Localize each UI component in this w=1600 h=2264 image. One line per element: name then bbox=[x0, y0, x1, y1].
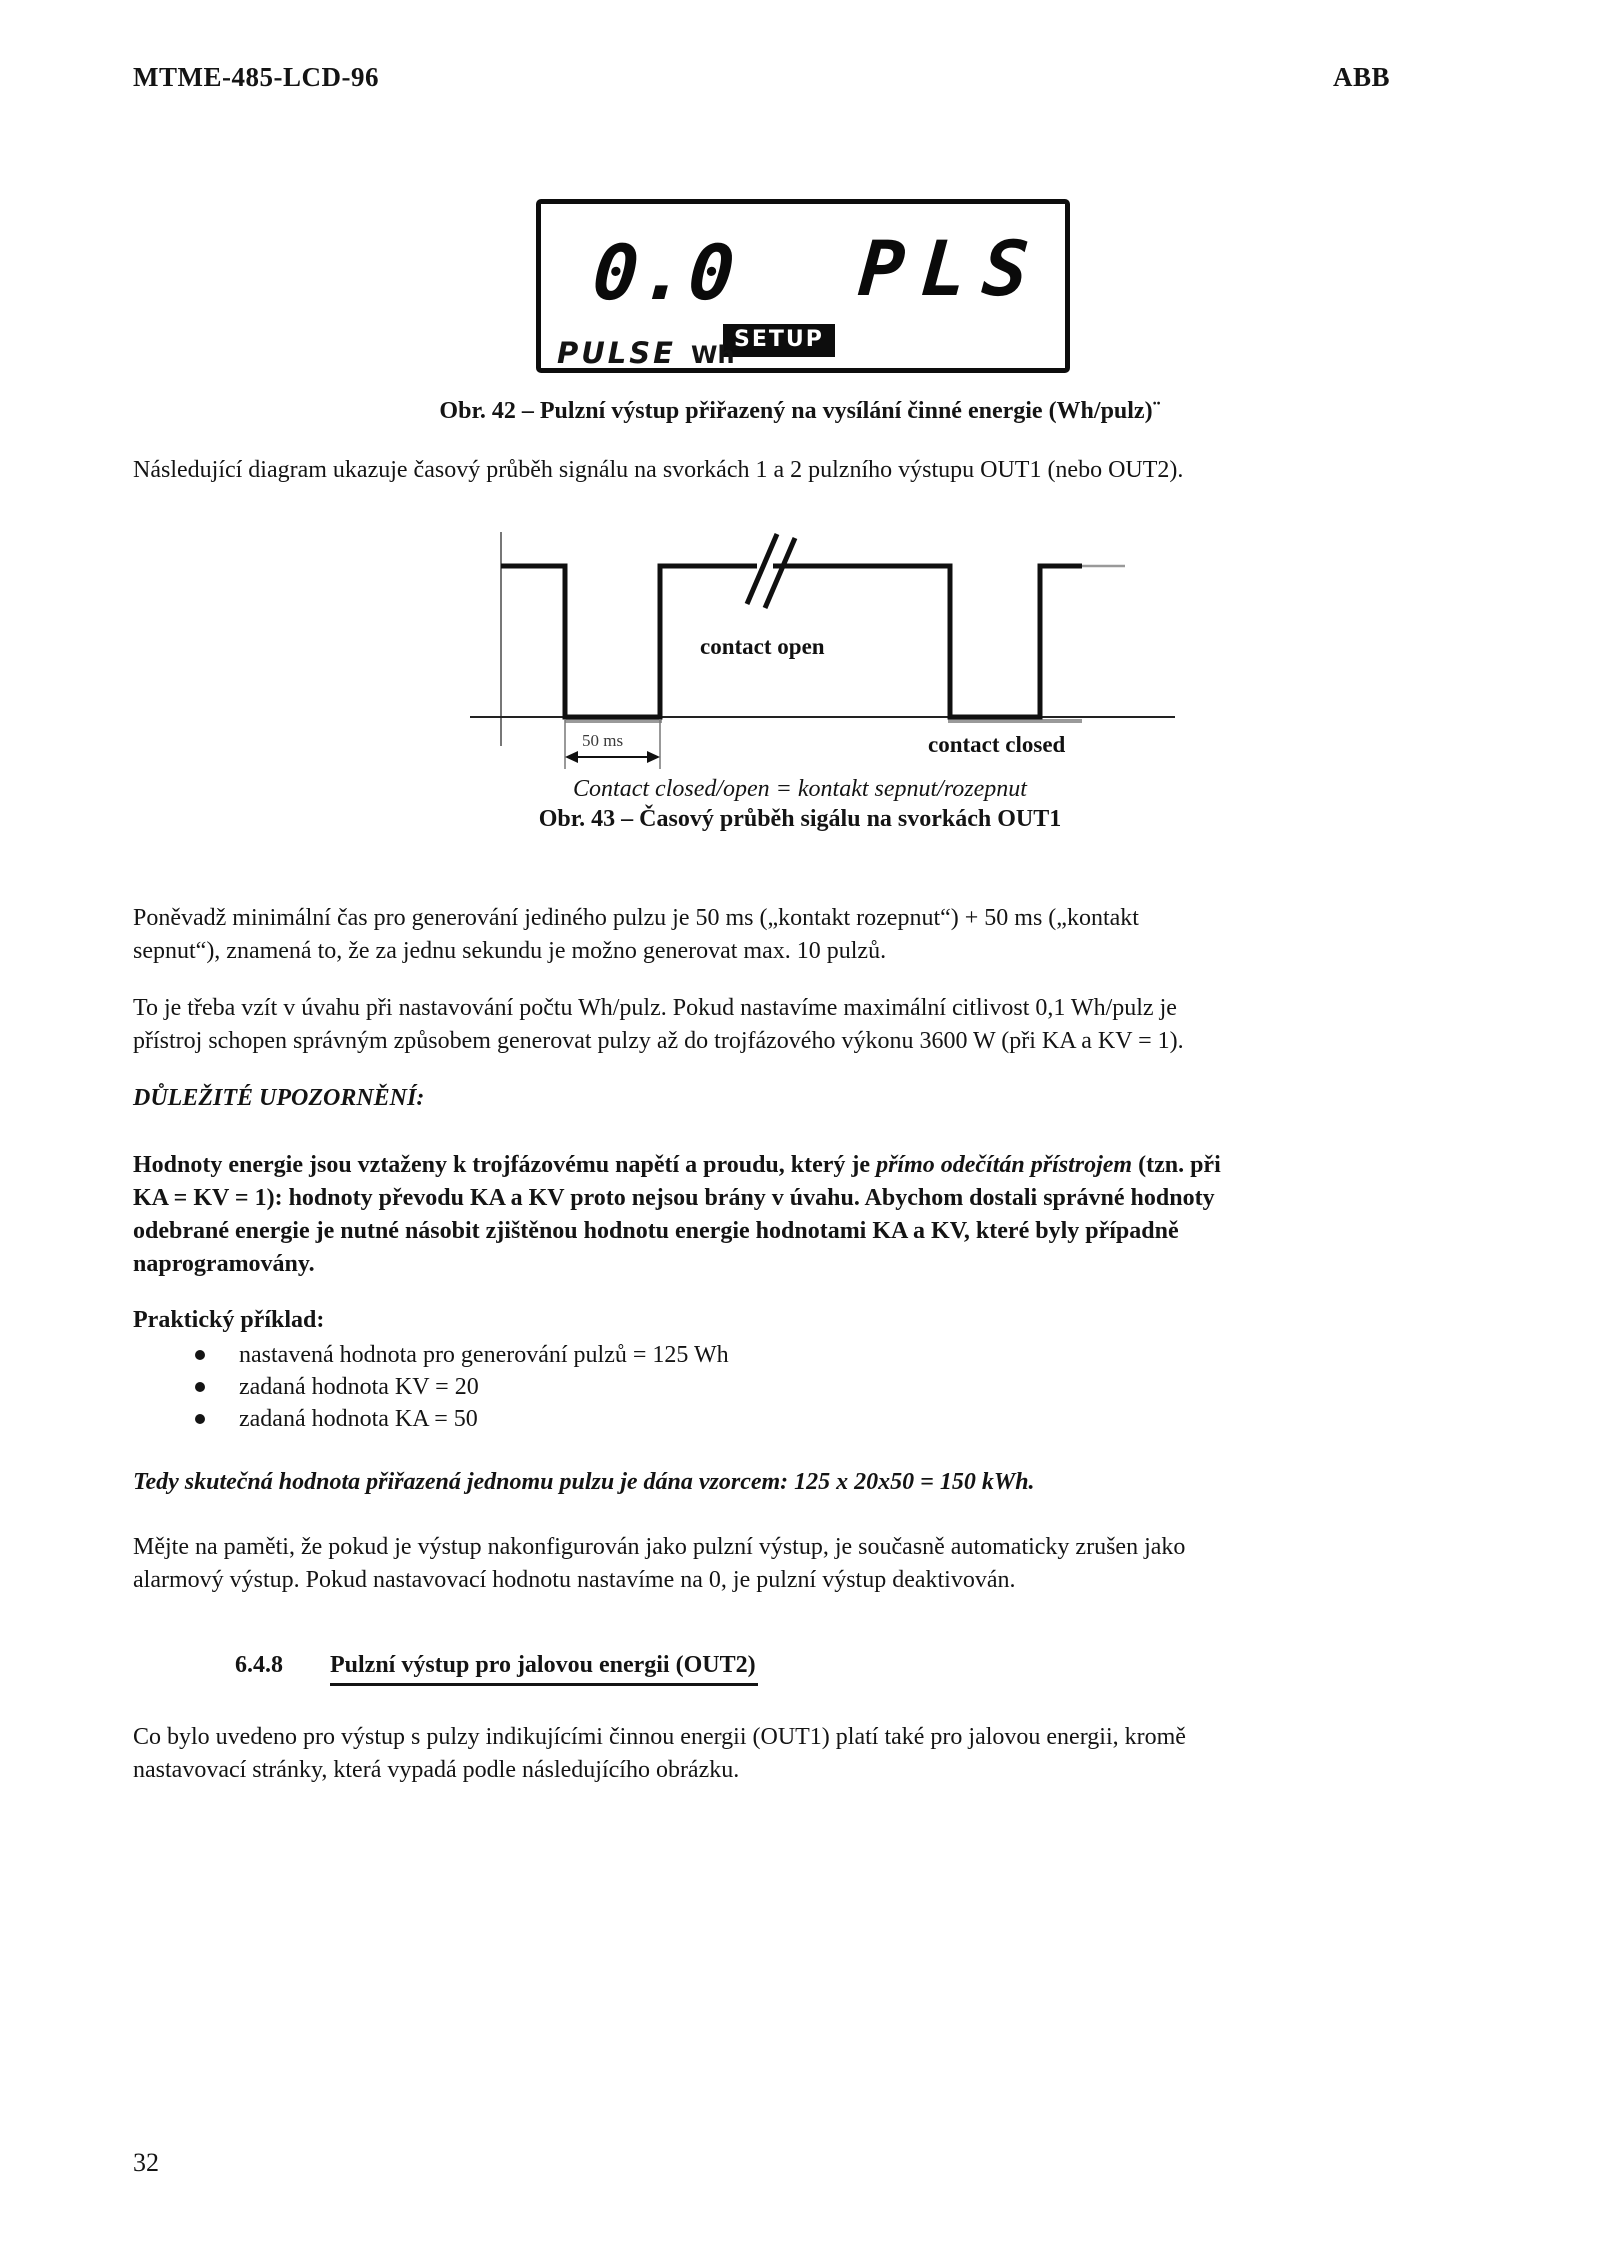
paragraph-line: To je třeba vzít v úvahu při nastavování počtu Wh/pulz. Pokud nastavíme maximální citlivost 0,1 Wh/pulz je bbox=[133, 995, 1177, 1021]
page-number: 32 bbox=[133, 2148, 159, 2177]
waveform-svg bbox=[460, 524, 1180, 774]
bullet-text: nastavená hodnota pro generování pulzů = 125 Wh bbox=[239, 1342, 729, 1368]
intro-paragraph-line: Následující diagram ukazuje časový průběh signálu na svorkách 1 a 2 pulzního výstupu OUT1 (nebo OUT2). bbox=[133, 457, 1184, 483]
paragraph-line: Mějte na paměti, že pokud je výstup nakonfigurován jako pulzní výstup, je současně automaticky zrušen jako bbox=[133, 1534, 1186, 1560]
contact-open-label: contact open bbox=[700, 634, 825, 659]
lcd-setup-badge: SETUP bbox=[723, 324, 835, 357]
bullet-marker bbox=[195, 1382, 205, 1392]
notice-text-suffix: (tzn. při bbox=[1132, 1152, 1221, 1178]
page-header bbox=[133, 0, 1467, 93]
paragraph-line: alarmový výstup. Pokud nastavovací hodnotu nastavíme na 0, je pulzní výstup deaktivován. bbox=[133, 1567, 1016, 1593]
important-notice-title: DŮLEŽITÉ UPOZORNĚNÍ: bbox=[133, 1085, 425, 1111]
paragraph-line: přístroj schopen správným způsobem generovat pulzy až do trojfázového výkonu 3600 W (při KA a KV = 1). bbox=[133, 1028, 1184, 1054]
paragraph-line: sepnut“), znamená to, že za jednu sekundu je možno generovat max. 10 pulzů. bbox=[133, 938, 887, 964]
figure43-caption: Obr. 43 – Časový průběh sigálu na svorkách OUT1 bbox=[538, 806, 1062, 832]
paragraph-line: naprogramovány. bbox=[133, 1251, 315, 1277]
bullet-marker bbox=[195, 1350, 205, 1360]
paragraph-line: Poněvadž minimální čas pro generování jediného pulzu je 50 ms („kontakt rozepnut“) + 50 ms („kontakt bbox=[133, 905, 1139, 931]
paragraph-line bbox=[133, 1149, 1467, 1182]
dimension-arrowhead bbox=[647, 751, 660, 763]
lcd-wh-label: Wh bbox=[691, 341, 735, 369]
practical-example-title: Praktický příklad: bbox=[133, 1307, 325, 1333]
bullet-item bbox=[133, 1403, 1467, 1435]
dimension-50ms-label: 50 ms bbox=[582, 731, 624, 750]
para-consideration bbox=[133, 992, 1467, 1058]
section-heading bbox=[133, 1649, 1467, 1686]
bullet-item bbox=[133, 1371, 1467, 1403]
doc-model-title: MTME-485-LCD-96 bbox=[133, 62, 379, 92]
lcd-frame bbox=[536, 199, 1070, 373]
example-conclusion: Tedy skutečná hodnota přiřazená jednomu pulzu je dána vzorcem: 125 x 20x50 = 150 kWh. bbox=[133, 1469, 1035, 1495]
paragraph-line: KA = KV = 1): hodnoty převodu KA a KV proto nejsou brány v úvahu. Abychom dostali správné hodnoty bbox=[133, 1185, 1215, 1211]
waveform-figure bbox=[460, 524, 1180, 774]
low-shadow-1 bbox=[565, 719, 662, 723]
para-out2-intro bbox=[133, 1721, 1467, 1787]
para-output-note bbox=[133, 1531, 1467, 1597]
important-notice-body bbox=[133, 1149, 1467, 1281]
bullet-list bbox=[133, 1339, 1467, 1435]
bullet-text: zadaná hodnota KA = 50 bbox=[239, 1406, 478, 1432]
notice-italic-phrase: přímo odečítán přístrojem bbox=[876, 1152, 1133, 1178]
figure42-caption: Obr. 42 – Pulzní výstup přiřazený na vysílání činné energie (Wh/pulz)¨ bbox=[439, 398, 1161, 424]
bullet-item bbox=[133, 1339, 1467, 1371]
low-shadow-2 bbox=[948, 719, 1082, 723]
paragraph-line: Co bylo uvedeno pro výstup s pulzy indikujícími činnou energii (OUT1) platí také pro jalovou energii, kromě bbox=[133, 1724, 1186, 1750]
brand-logo-text: ABB bbox=[1332, 62, 1390, 92]
lcd-pls-value: PLS bbox=[855, 224, 1048, 313]
section-number: 6.4.8 bbox=[235, 1652, 283, 1678]
bullet-marker bbox=[195, 1414, 205, 1424]
paragraph-line: odebrané energie je nutné násobit zjištěnou hodnotu energie hodnotami KA a KV, které byly případně bbox=[133, 1218, 1179, 1244]
lcd-pulse-label: PULSE bbox=[557, 336, 676, 370]
section-title: Pulzní výstup pro jalovou energii (OUT2) bbox=[330, 1649, 758, 1686]
figure43-legend: Contact closed/open = kontakt sepnut/rozepnut bbox=[573, 776, 1027, 802]
notice-text-prefix: Hodnoty energie jsou vztaženy k trojfázovému napětí a proudu, který je bbox=[133, 1152, 877, 1178]
bullet-text: zadaná hodnota KV = 20 bbox=[239, 1374, 479, 1400]
contact-closed-label: contact closed bbox=[928, 732, 1066, 757]
lcd-main-value: 0.0 bbox=[589, 228, 740, 317]
para-min-pulse-time bbox=[133, 902, 1467, 968]
paragraph-line: nastavovací stránky, která vypadá podle následujícího obrázku. bbox=[133, 1757, 740, 1783]
lcd-figure bbox=[133, 199, 1467, 373]
dimension-arrowhead bbox=[565, 751, 578, 763]
